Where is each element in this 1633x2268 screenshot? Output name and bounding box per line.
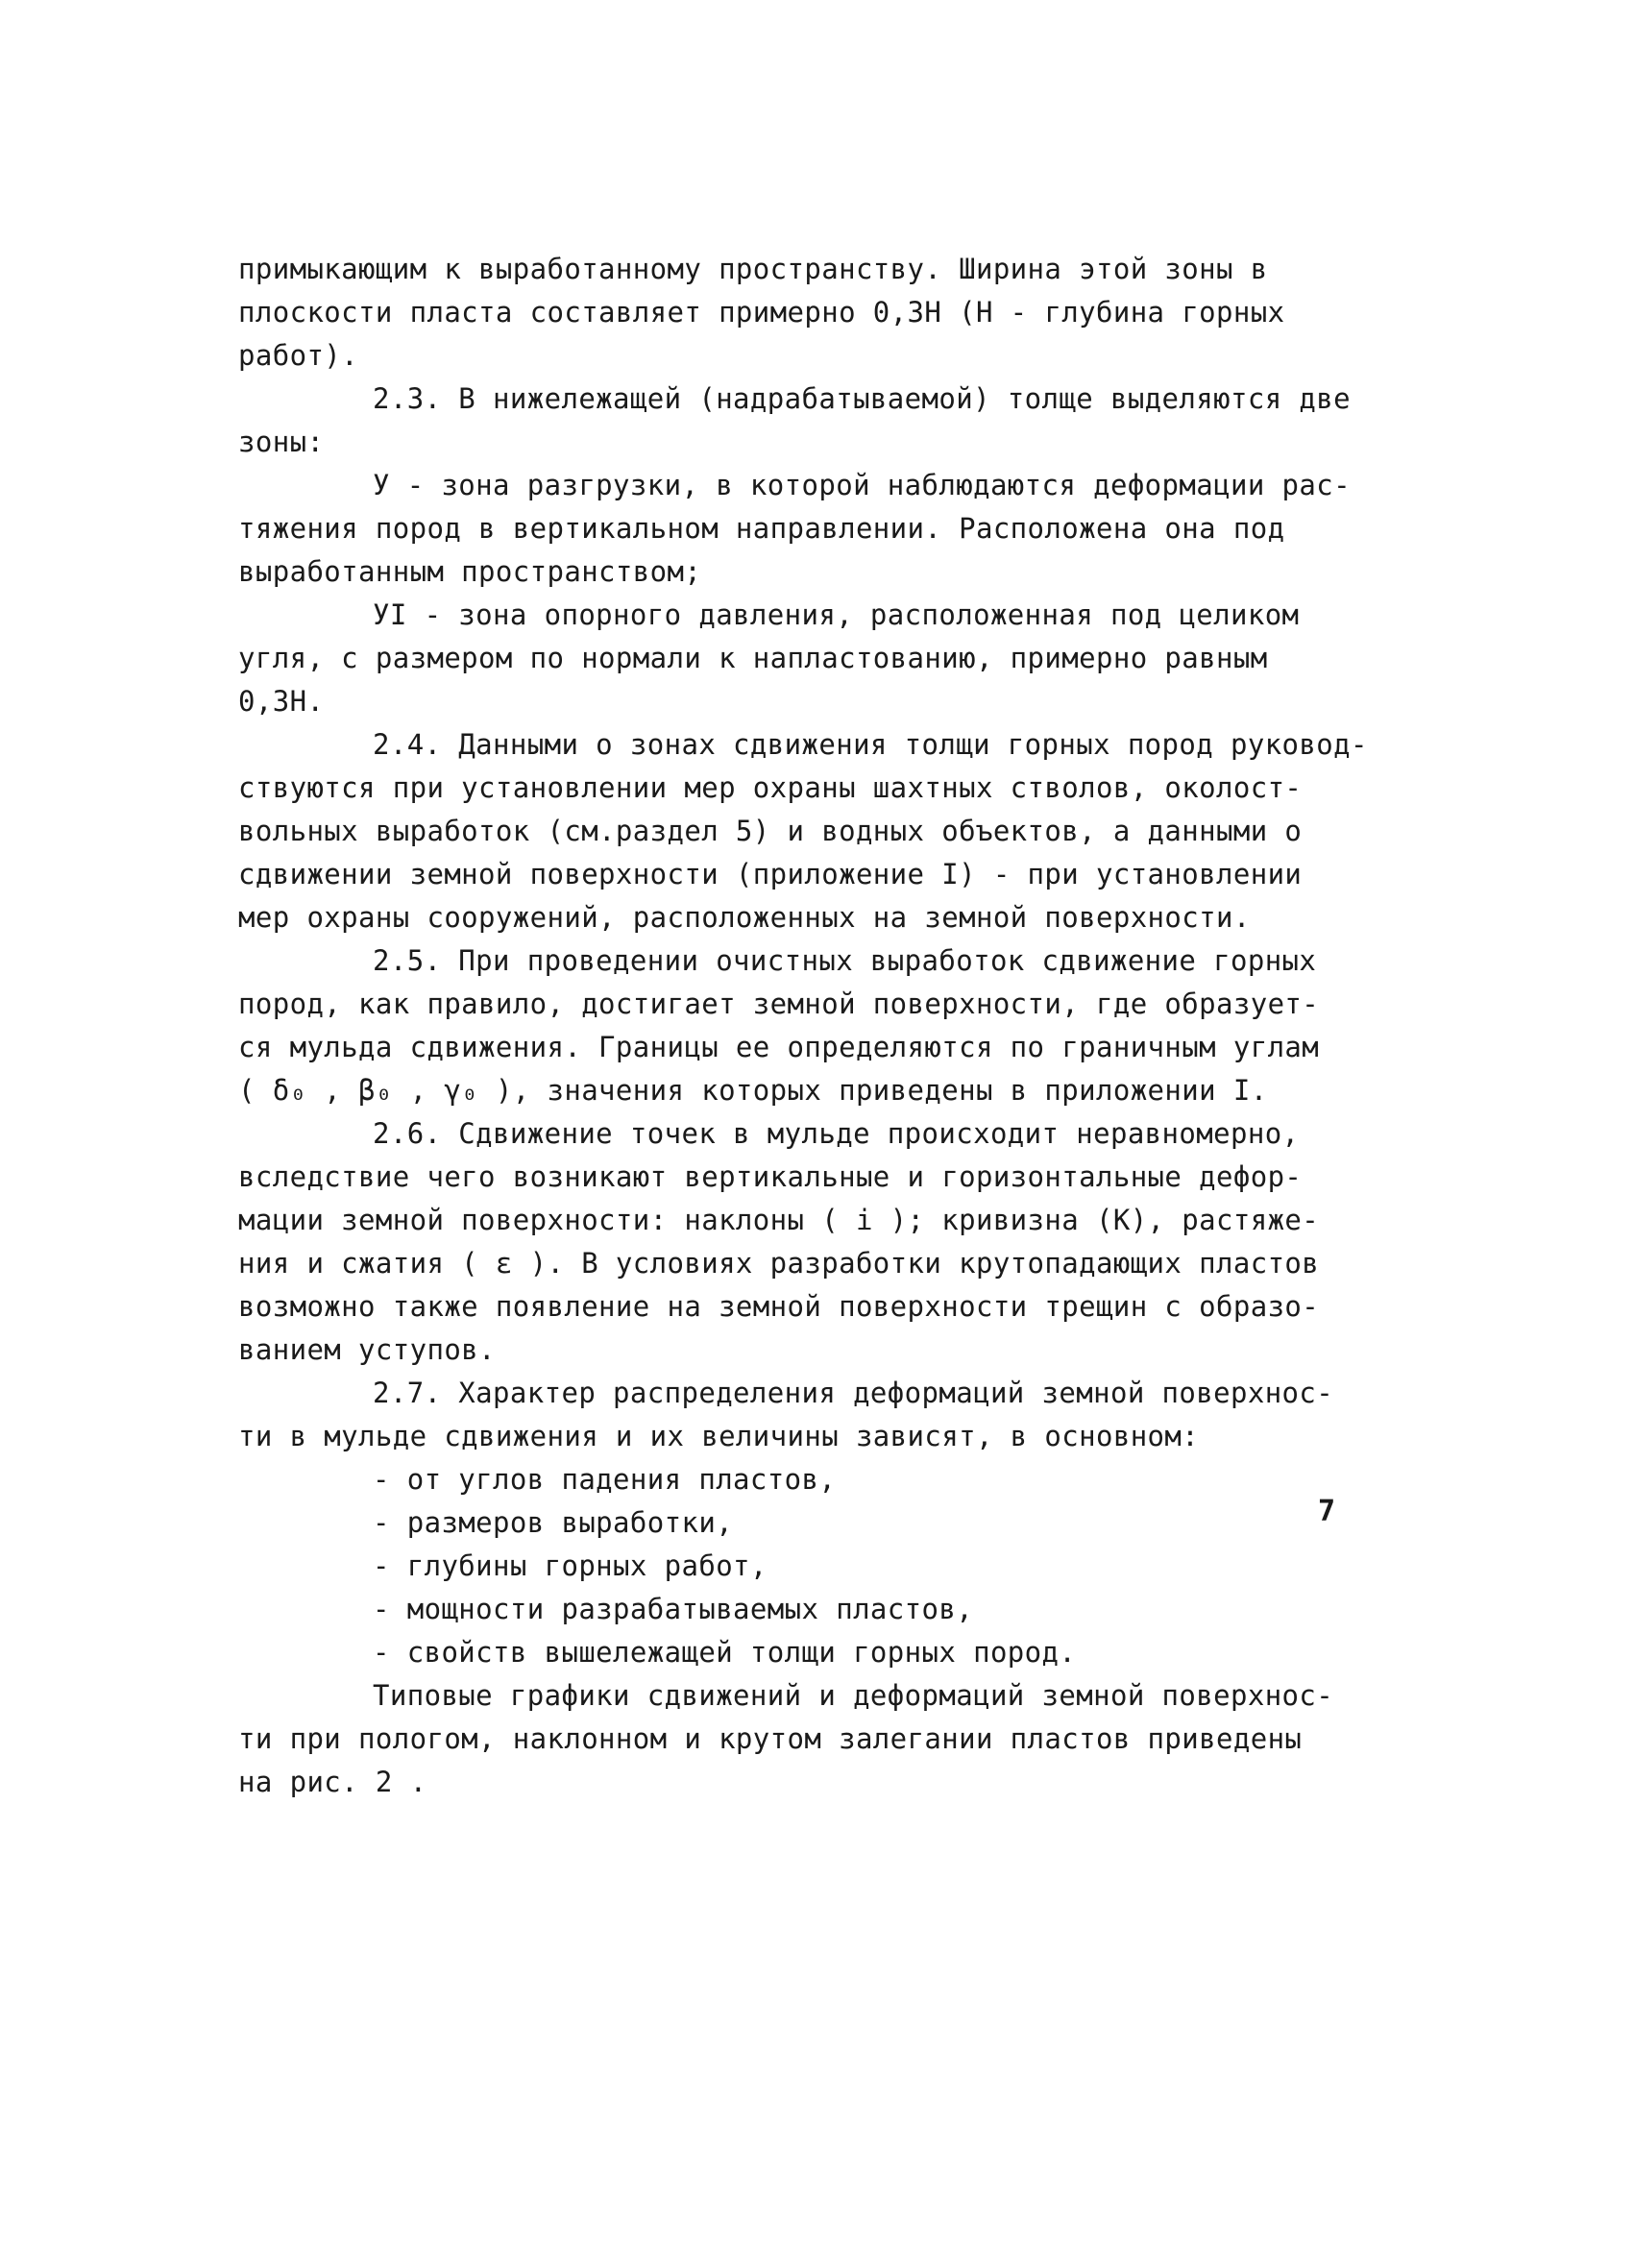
paragraph-2-7-start: 2.7. Характер распределения деформаций земной поверхнос- — [373, 1377, 1334, 1409]
text-line: пород, как правило, достигает земной поверхности, где образует- — [238, 988, 1320, 1020]
list-item: - от углов падения пластов, — [373, 1463, 837, 1496]
text-line: ствуются при установлении мер охраны шахтных стволов, околост- — [238, 771, 1303, 804]
text-line: ся мульда сдвижения. Границы ее определяются по граничным углам — [238, 1031, 1320, 1063]
paragraph-2-4-start: 2.4. Данными о зонах сдвижения толщи горных пород руковод- — [373, 728, 1368, 761]
text-line: плоскости пласта составляет примерно 0,3Н (Н - глубина горных — [238, 296, 1285, 329]
list-item: - мощности разрабатываемых пластов, — [373, 1593, 974, 1625]
page-number: 7 — [1318, 1495, 1336, 1528]
text-line: мации земной поверхности: наклоны ( i ); кривизна (К), растяже- — [238, 1204, 1320, 1236]
text-line: зоны: — [238, 426, 325, 458]
text-line: ( δ₀ , β₀ , γ₀ ), значения которых приведены в приложении I. — [238, 1074, 1268, 1107]
list-item: - размеров выработки, — [373, 1506, 734, 1539]
text-line: ванием уступов. — [238, 1333, 496, 1366]
zone-v-start: У - зона разгрузки, в которой наблюдаются деформации рас- — [373, 469, 1351, 501]
list-item: - свойств вышележащей толщи горных пород. — [373, 1636, 1077, 1669]
text-line: выработанным пространством; — [238, 555, 702, 588]
text-line: тяжения пород в вертикальном направлении. Расположена она под — [238, 512, 1285, 545]
text-line: сдвижении земной поверхности (приложение I) - при установлении — [238, 858, 1303, 890]
text-line: 0,3Н. — [238, 685, 325, 718]
paragraph-2-6-start: 2.6. Сдвижение точек в мульде происходит неравномерно, — [373, 1117, 1300, 1150]
text-line: вольных выработок (см.раздел 5) и водных объектов, а данными о — [238, 815, 1303, 847]
text-line: возможно также появление на земной поверхности трещин с образо- — [238, 1290, 1320, 1323]
body-text — [238, 248, 1429, 1804]
paragraph-2-3-start: 2.3. В нижележащей (надрабатываемой) толще выделяются две — [373, 382, 1351, 415]
list-item: - глубины горных работ, — [373, 1549, 768, 1582]
text-line: ния и сжатия ( ε ). В условиях разработки крутопадающих пластов — [238, 1247, 1320, 1280]
text-line: вследствие чего возникают вертикальные и горизонтальные дефор- — [238, 1160, 1303, 1193]
text-line: ти при пологом, наклонном и крутом залегании пластов приведены — [238, 1722, 1303, 1755]
paragraph-2-5-start: 2.5. При проведении очистных выработок сдвижение горных — [373, 944, 1317, 977]
text-line: на рис. 2 . — [238, 1766, 427, 1798]
text-line: мер охраны сооружений, расположенных на земной поверхности. — [238, 901, 1251, 934]
text-line: угля, с размером по нормали к напластованию, примерно равным — [238, 642, 1268, 674]
zone-vi-start: УI - зона опорного давления, расположенная под целиком — [373, 598, 1300, 631]
text-line: работ). — [238, 339, 359, 372]
text-line: ти в мульде сдвижения и их величины зависят, в основном: — [238, 1420, 1200, 1452]
text-line: примыкающим к выработанному пространству. Ширина этой зоны в — [238, 253, 1268, 285]
figure-reference-start: Типовые графики сдвижений и деформаций земной поверхнос- — [373, 1679, 1334, 1712]
